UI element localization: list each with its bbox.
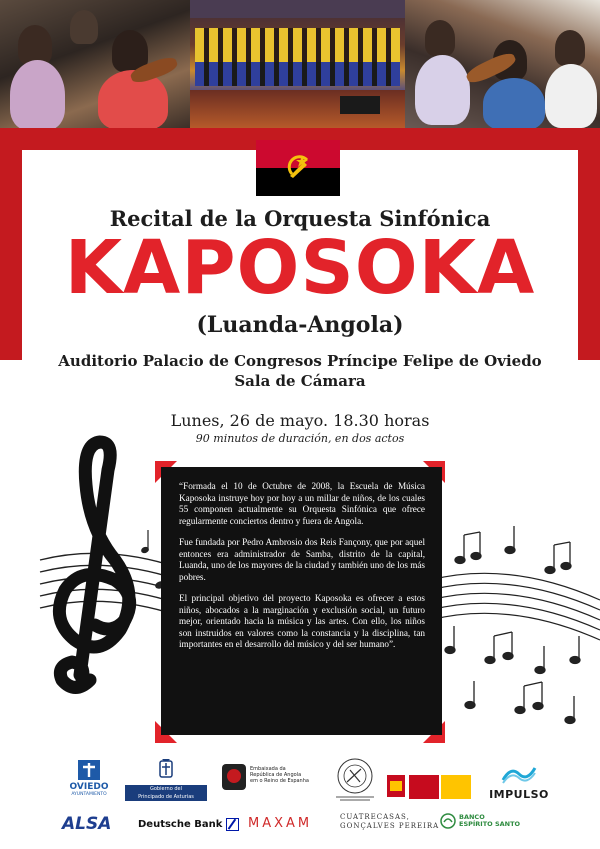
photo-violinists-right <box>405 0 600 128</box>
description-paragraph-3: El principal objetivo del proyecto Kaposoka es ofrecer a estos niños, abocados a la marginación y exclusión social, un futuro mejor, orientado hacia la música y las artes. Con ello, los niños son instruidos en valores como la constancia y la disciplina, tan importantes en el desarrollo del músico y del ser humano”. <box>179 593 425 649</box>
concert-subtitle: Recital de la Orquesta Sinfónica <box>109 206 491 231</box>
asturias-crest-icon <box>156 757 176 781</box>
gobierno-espana-logo <box>387 775 473 801</box>
deutsche-bank-logo: Deutsche Bank <box>138 818 239 831</box>
venue-room: Sala de Cámara <box>234 372 366 390</box>
photo-strip <box>0 0 600 128</box>
description-paragraph-1: “Formada el 10 de Octubre de 2008, la Escuela de Música Kaposoka instruye hoy por hoy a un millar de niños, de los cuales 55 componen actualmente su Orquesta Sinfónica que ofrece regularmente conciertos dentro y fuera de Angola. <box>179 481 425 526</box>
description-box <box>161 467 442 735</box>
oviedo-cross-icon <box>78 760 100 780</box>
oviedo-logo: OVIEDO AYUNTAMIENTO <box>64 760 114 797</box>
cuatrecasas-logo: CUATRECASAS, GONÇALVES PEREIRA <box>340 813 440 830</box>
event-date: Lunes, 26 de mayo. 18.30 horas <box>170 411 430 430</box>
treble-clef-icon <box>59 442 129 688</box>
photo-choir <box>190 0 405 128</box>
orchestra-name: KAPOSOKA <box>64 225 536 311</box>
angola-ministry-seal-icon <box>330 756 380 802</box>
event-duration: 90 minutos de duración, en dos actos <box>195 432 405 445</box>
banco-espirito-santo-logo: BANCO ESPÍRITO SANTO <box>440 813 520 829</box>
alsa-logo: ALSA <box>62 814 112 834</box>
photo-violinists-left <box>0 0 190 128</box>
embajada-emblem-icon <box>222 764 246 790</box>
venue-name: Auditorio Palacio de Congresos Príncipe Felipe de Oviedo <box>58 352 542 370</box>
angola-flag <box>256 140 340 196</box>
impulso-waves-icon <box>499 764 539 784</box>
impulso-logo: IMPULSO <box>486 764 552 801</box>
embajada-angola-logo: Embaixada da República de Angola em o Reino de Espanha <box>222 764 322 794</box>
asturias-logo: Gobierno del Principado de Asturias <box>125 757 207 801</box>
maxam-logo: MAXAM <box>248 816 313 831</box>
espirito-santo-icon <box>440 813 456 829</box>
machete-gear-emblem-icon <box>286 152 312 182</box>
description-paragraph-2: Fue fundada por Pedro Ambrosio dos Reis Fançony, que por aquel entonces era administrador de Samba, distrito de la capital, Luanda, uno de los mayores de la ciudad y también uno de los más pobres. <box>179 537 425 582</box>
deutsche-bank-slash-icon <box>226 818 239 831</box>
orchestra-location: (Luanda-Angola) <box>196 312 404 338</box>
